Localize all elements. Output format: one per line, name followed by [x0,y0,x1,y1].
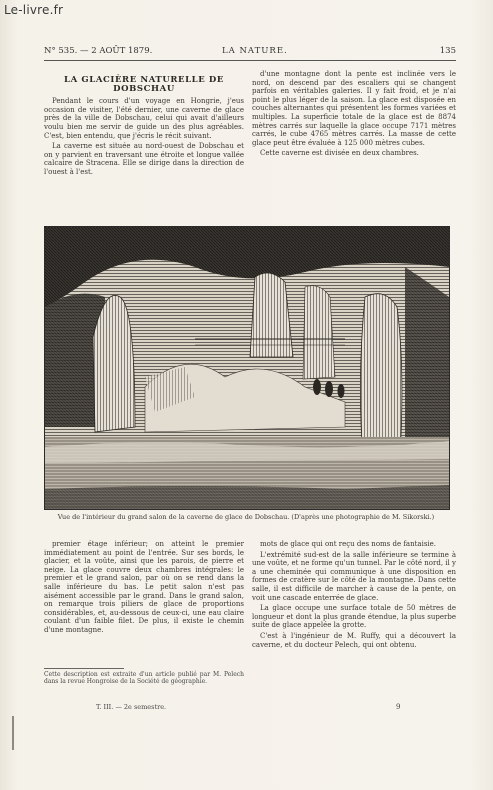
header-rule [44,60,456,61]
paragraph: d'une montagne dont la pente est inclinée vers le nord, on descend par des escaliers qui se changent parfois en véritables galeries. Il y fait froid, et je n'ai point le plus léger de la saison. La glace est disposée en couches alternantes qui présentent les formes variées et multiples. La superficie totale de la glace est de 8874 mètres carrés sur laquelle la glace occupe 7171 mètres carrés, le cube 4765 mètres carrés. La masse de cette glace peut être évaluée à 125 000 mètres cubes. [252,70,456,147]
volume-footer: T. III. — 2e semestre. [96,703,167,711]
issue-date: N° 535. — 2 AOÛT 1879. [44,46,153,56]
ice-cave-engraving [44,226,450,510]
paragraph: C'est à l'ingénieur de M. Ruffy, qui a découvert la caverne, et du docteur Pelech, qui ont obtenu. [252,631,456,649]
binding-mark [12,716,14,750]
paragraph: La glace occupe une surface totale de 50 mètres de longueur et dont la plus grande étendue, la plus superbe suite de glace appelée la grotte. [252,604,456,630]
footnote: Cette description est extraite d'un article publié par M. Pelech dans la revue Hongroise de la Société de géographie. [44,671,244,686]
paragraph: La caverne est située au nord-ouest de Dobschau et on y parvient en traversant une étroite et longue vallée calcaire de Stracena. Elle se dirige dans la direction de l'ouest à l'est. [44,142,244,176]
page-number: 135 [439,46,456,56]
paragraph: L'extrémité sud-est de la salle inférieure se termine à une voûte, et ne forme qu'un tunnel. Par le côté nord, il y a une cheminée qui communique à une disposition en formes de cratère sur le côté de la montagne. Dans cette salle, il est difficile de marcher à cause de la pente, on voit une cascade enterrée de glace. [252,550,456,602]
column-left-bottom [44,540,244,637]
engraving-illustration [45,227,449,509]
footnote-rule [44,668,124,669]
article-title: LA GLACIÈRE NATURELLE DE DOBSCHAU [64,75,224,94]
journal-title: LA NATURE. [222,46,288,56]
signature-mark: 9 [396,703,401,711]
column-left-top [44,76,244,179]
paragraph: mots de glace qui ont reçu des noms de fantaisie. [260,540,437,548]
column-right-top [252,70,456,160]
paragraph: Cette caverne est divisée en deux chambres. [260,149,419,158]
running-head [44,46,456,60]
watermark: Le-livre.fr [4,3,64,17]
paragraph: Pendant le cours d'un voyage en Hongrie, j'eus occasion de visiter, l'été dernier, une caverne de glace près de la ville de Dobschau, celui qui avait d'ailleurs voulu bien me servir de guide un des plus agréables. C'est, bien entendu, que j'écris le récit suivant. [44,97,244,140]
column-right-bottom [252,540,456,651]
paragraph: premier étage inférieur; on atteint le premier immédiatement au point de l'entrée. Sur ses bords, le glacier, et la voûte, ainsi que les parois, de pierre et neige. La glace couvre deux chambres intégrales: le premier et le grand salon, par où on se rend dans la salle inférieure du bas. Le petit salon n'est pas aisément accessible par le grand. Dans le grand salon, on remarque trois piliers de glace de proportions considérables, et, au-dessous de ceux-ci, une eau claire coulant d'un faible filet. De plus, il existe le chemin d'une montagne. [44,540,244,634]
figure-caption: Vue de l'intérieur du grand salon de la caverne de glace de Dobschau. (D'après une photographie de M. Sikorski.) [57,513,435,521]
